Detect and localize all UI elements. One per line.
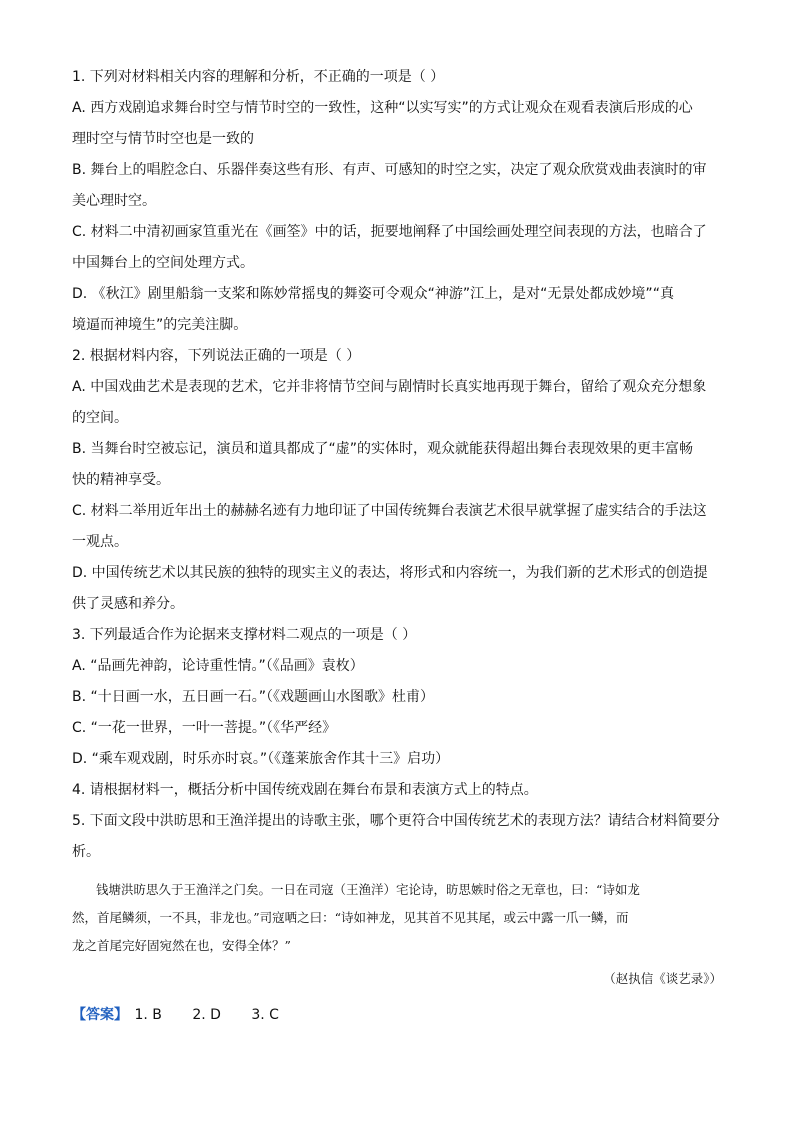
option-a: A. “品画先神韵，论诗重性情。”（《品画》袁枚）	[72, 658, 364, 674]
answer-line	[72, 1000, 722, 1030]
question-3	[72, 620, 722, 775]
option-text: C. 材料二举用近年出土的赫赫名迹有力地印证了中国传统舞台表演艺术很早就掌握了虚实结合的手法这	[72, 503, 707, 519]
option-b: B. “十日画一水，五日画一石。”（《戏题画山水图歌》杜甫）	[72, 689, 435, 705]
passage-line: 钱塘洪昉思久于王渔洋之门矣。一日在司寇（王渔洋）宅论诗，昉思嫉时俗之无章也，曰：“诗如龙	[96, 882, 640, 897]
option-c	[72, 496, 722, 558]
question-4	[72, 775, 722, 806]
question-stem: 3. 下列最适合作为论据来支撑材料二观点的一项是（ ）	[72, 627, 417, 643]
option-d	[72, 558, 722, 620]
option-text: A. 西方戏剧追求舞台时空与情节时空的一致性，这种“以实写实”的方式让观众在观看表演后形成的心	[72, 100, 693, 116]
passage-source: （赵执信《谈艺录》）	[603, 971, 722, 986]
quoted-passage	[72, 876, 722, 960]
option-b	[72, 155, 722, 217]
answer-tag: 【答案】	[72, 1007, 128, 1023]
option-a	[72, 93, 722, 155]
option-c: C. “一花一世界，一叶一菩提。”（《华严经》	[72, 720, 337, 736]
option-c	[72, 217, 722, 279]
option-text-cont: 美心理时空。	[72, 193, 156, 209]
option-b	[72, 434, 722, 496]
option-text-cont: 境逼而神境生”的完美注脚。	[72, 317, 248, 333]
option-text-cont: 一观点。	[72, 534, 128, 550]
answer-item: 2. D	[192, 1007, 221, 1023]
answer-item: 3. C	[251, 1007, 279, 1023]
option-text-cont: 的空间。	[72, 410, 128, 426]
question-stem: 5. 下面文段中洪昉思和王渔洋提出的诗歌主张，哪个更符合中国传统艺术的表现方法？请结合材料简要分	[72, 813, 720, 829]
question-stem: 1. 下列对材料相关内容的理解和分析，不正确的一项是（ ）	[72, 69, 445, 85]
question-2	[72, 341, 722, 620]
question-5	[72, 806, 722, 868]
option-text: B. 舞台上的唱腔念白、乐器伴奏这些有形、有声、可感知的时空之实，决定了观众欣赏戏曲表演时的审	[72, 162, 707, 178]
document-page	[72, 62, 722, 1030]
option-text: A. 中国戏曲艺术是表现的艺术，它并非将情节空间与剧情时长真实地再现于舞台，留给了观众充分想象	[72, 379, 707, 395]
option-text: D. 中国传统艺术以其民族的独特的现实主义的表达，将形式和内容统一，为我们新的艺术形式的创造提	[72, 565, 708, 581]
question-stem-cont: 析。	[72, 844, 100, 860]
question-1	[72, 62, 722, 341]
option-d	[72, 279, 722, 341]
option-text: B. 当舞台时空被忘记，演员和道具都成了“虚”的实体时，观众就能获得超出舞台表现效果的更丰富畅	[72, 441, 694, 457]
option-text-cont: 供了灵感和养分。	[72, 596, 184, 612]
answer-item: 1. B	[134, 1007, 162, 1023]
passage-line: 龙之首尾完好固宛然在也，安得全体？”	[72, 938, 291, 953]
option-a	[72, 372, 722, 434]
question-stem: 4. 请根据材料一，概括分析中国传统戏剧在舞台布景和表演方式上的特点。	[72, 782, 538, 798]
option-d: D. “乘车观戏剧，时乐亦时哀。”（《蓬莱旅舍作其十三》启功）	[72, 751, 450, 767]
option-text: C. 材料二中清初画家笪重光在《画筌》中的话，扼要地阐释了中国绘画处理空间表现的方法，也暗合了	[72, 224, 707, 240]
question-stem: 2. 根据材料内容，下列说法正确的一项是（ ）	[72, 348, 361, 364]
option-text-cont: 快的精神享受。	[72, 472, 170, 488]
option-text-cont: 理时空与情节时空也是一致的	[72, 131, 254, 147]
option-text-cont: 中国舞台上的空间处理方式。	[72, 255, 254, 271]
passage-line: 然，首尾鳞须，一不具，非龙也。”司寇哂之曰：“诗如神龙，见其首不见其尾，或云中露一爪一鳞，而	[72, 910, 629, 925]
option-text: D. 《秋江》剧里船翁一支桨和陈妙常摇曳的舞姿可令观众“神游”江上，是对“无景处都成妙境”“真	[72, 286, 674, 302]
